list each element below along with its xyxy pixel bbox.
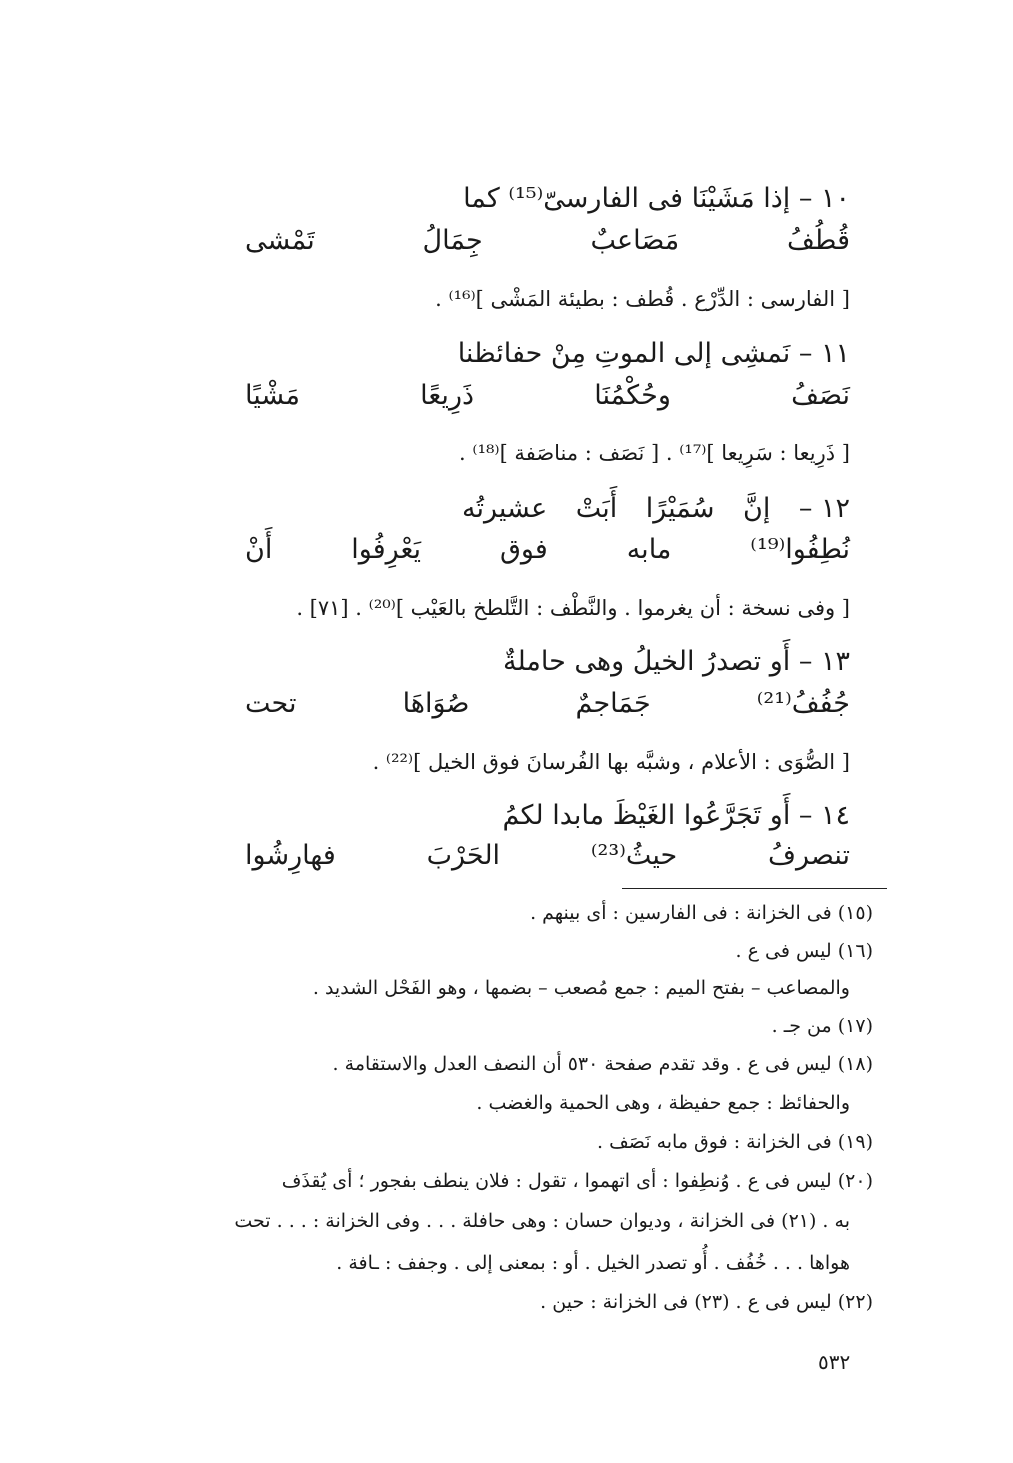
footnote-line: والحفائظ : جمع حفيظة ، وهى الحمية والغضب .	[476, 1092, 850, 1114]
footnote-line: (١٧) من جـ .	[771, 1015, 873, 1037]
verse-word: يَعْرِفُوا	[351, 534, 422, 565]
verse-13-gloss: [ الصُّوَى : الأعلام ، وشبَّه بها الفُرسانَ فوق الخيل ]⁽²²⁾ .	[372, 750, 850, 774]
footnote-line: (١٥) فى الخزانة : فى الفارسين : أى بينهم .	[530, 902, 873, 924]
verse-14-line-2	[245, 840, 850, 871]
verse-word: جُفُفُ⁽²¹⁾	[756, 688, 850, 719]
verse-12-gloss: [ وفى نسخة : أن يغرموا . والنَّطْف : التَّلطخ بالعَيْب ]⁽²⁰⁾ . [٧١] .	[296, 596, 850, 620]
verse-12-line-1	[462, 493, 850, 524]
verse-13-line-1: ١٣ – أَو تصدرُ الخيلُ وهى حاملةٌ	[502, 646, 850, 677]
footnote-line: (١٦) ليس فى ع .	[735, 940, 873, 962]
footnote-line: (٢٢) ليس فى ع . (٢٣) فى الخزانة : حين .	[540, 1291, 873, 1313]
footnote-line: به . (٢١) فى الخزانة ، وديوان حسان : وهى حافلة . . . وفى الخزانة : . . . تحت	[234, 1210, 850, 1232]
verse-word: فوق	[499, 534, 548, 565]
footnote-line: (١٩) فى الخزانة : فوق مابه نَصَف .	[597, 1131, 873, 1153]
verse-word: قُطُفُ	[786, 225, 850, 256]
verse-word: سُمَيْرًا	[645, 493, 715, 524]
verse-word: إنَّ	[743, 493, 771, 524]
verse-11-line-2	[245, 380, 850, 411]
verse-10-gloss: [ الفارسى : الدِّرْع . قُطف : بطيئة المَشْى ]⁽¹⁶⁾ .	[435, 287, 850, 311]
footnote-divider	[622, 888, 887, 889]
verse-13-line-2	[245, 688, 850, 719]
verse-word: ذَرِيعًا	[420, 380, 475, 411]
verse-14-line-1: ١٤ – أَو تَجَرَّعُوا الغَيْظَ مابدا لكمُ	[502, 800, 850, 831]
verse-word: تنصرفُ	[768, 840, 850, 871]
footnote-line: هواها . . . خُفُف . أُو تصدر الخيل . أو : بمعنى إلى . وجفف : ـافة .	[336, 1252, 850, 1274]
verse-word: مابه	[626, 534, 672, 565]
verse-word: عشيرتُه	[462, 493, 548, 524]
verse-word: ١٢ –	[798, 493, 850, 524]
verse-word: الحَرْبَ	[426, 840, 501, 871]
verse-word: أَنْ	[245, 534, 273, 565]
verse-word: نُطِفُوا⁽¹⁹⁾	[750, 534, 850, 565]
verse-word: مَشْيًا	[245, 380, 300, 411]
footnote-line: والمصاعب – بفتح الميم : جمع مُصعب – بضمها ، وهو الفَحْل الشديد .	[312, 977, 850, 999]
verse-word: حيثُ⁽²³⁾	[590, 840, 678, 871]
verse-word: مَصَاعبٌ	[590, 225, 680, 256]
verse-word: جَمَاجمٌ	[575, 688, 651, 719]
footnote-line: (٢٠) ليس فى ع . وُنطِفوا : أى اتهموا ، تقول : فلان ينطف بفجور ؛ أى يُقذَف	[281, 1170, 873, 1192]
verse-word: أَبَتْ	[575, 493, 618, 524]
verse-12-line-2	[245, 534, 850, 565]
verse-word: صُوَاهَا	[402, 688, 470, 719]
verse-word: نَصَفُ	[791, 380, 850, 411]
verse-11-line-1: ١١ – نَمشِى إلى الموتِ مِنْ حفائظنا	[457, 338, 850, 369]
page-number: ٥٣٢	[818, 1350, 851, 1374]
verse-11-gloss: [ ذَرِيعا : سَرِيعا ]⁽¹⁷⁾ . [ نَصَف : مناصَفة ]⁽¹⁸⁾ .	[459, 441, 850, 465]
verse-10-line-2	[245, 225, 850, 256]
verse-word: تَمْشى	[245, 225, 315, 256]
footnote-line: (١٨) ليس فى ع . وقد تقدم صفحة ٥٣٠ أن النصف العدل والاستقامة .	[332, 1053, 873, 1075]
verse-word: فهارِشُوا	[245, 840, 336, 871]
verse-word: تحت	[245, 688, 297, 719]
verse-word: وحُكْمُنَا	[594, 380, 671, 411]
verse-10-line-1: ١٠ – إذا مَشَيْنَا فى الفارسىّ⁽¹⁵⁾ كما	[463, 183, 850, 214]
verse-word: جِمَالُ	[422, 225, 483, 256]
